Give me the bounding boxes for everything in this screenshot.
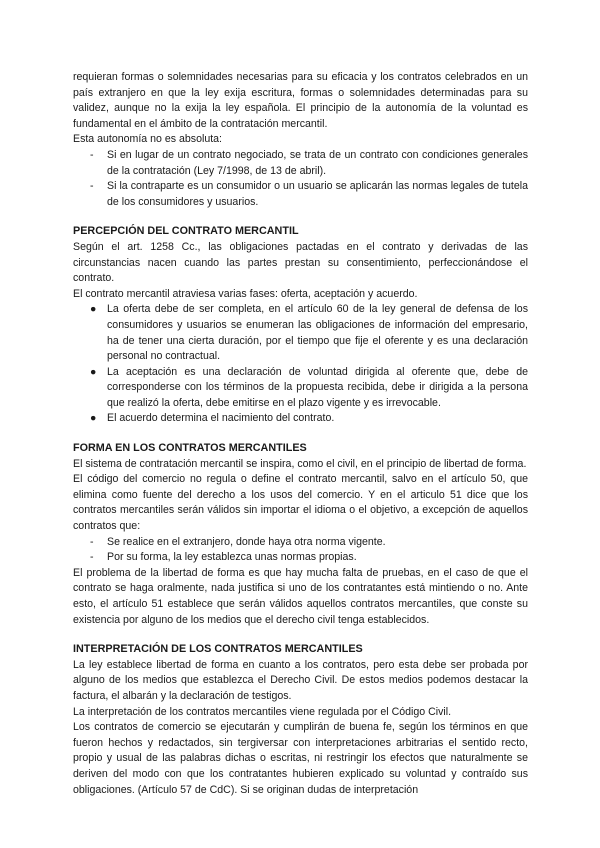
paragraph: La interpretación de los contratos mercantiles viene regulada por el Código Civil. (73, 705, 452, 718)
list-item (73, 365, 528, 412)
list-item (73, 411, 528, 427)
paragraph: El problema de la libertad de forma es que hay mucha falta de pruebas, en el caso de que el contrato se haga oralmente, nada justifica si uno de los contratantes está mintiendo o no. Ante esto, el artículo 51 establece que serán válidos aquellos contratos mercantiles, que conste su existencia por alguno de los medios que el derecho civil tenga establecidos. (73, 566, 528, 626)
bullet-marker: ● (90, 412, 97, 425)
list-item (73, 535, 528, 551)
list-item (73, 550, 528, 566)
dash-list (73, 535, 528, 566)
paragraph: La ley establece libertad de forma en cuanto a los contratos, pero esta debe ser probada por alguno de los medios que establezca el Derecho Civil. De estos medios podemos destacar la factura, el albarán y la declaración de testigos. (73, 658, 528, 702)
paragraph: El contrato mercantil atraviesa varias fases: oferta, aceptación y acuerdo. (73, 287, 418, 300)
dash-marker: - (90, 148, 94, 161)
paragraph: El código del comercio no regula o define el contrato mercantil, salvo en el artículo 50, que elimina como fuente del derecho a los usos del comercio. Y en el articulo 51 dice que los contratos mercantiles serán válidos sin importar el idioma o el objetivo, a excepción de aquellos contratos que: (73, 473, 528, 533)
list-item-text: Por su forma, la ley establezca unas normas propias. (107, 551, 357, 564)
list-item (73, 179, 528, 210)
section-heading: FORMA EN LOS CONTRATOS MERCANTILES (73, 442, 307, 455)
dash-marker: - (90, 551, 94, 564)
list-item-text: Si en lugar de un contrato negociado, se trata de un contrato con condiciones generales de la contratación (Ley 7/1998, de 13 de abril). (107, 148, 528, 177)
list-item (73, 148, 528, 179)
list-item-text: Se realice en el extranjero, donde haya otra norma vigente. (107, 535, 386, 548)
dash-marker: - (90, 180, 94, 193)
list-item (73, 302, 528, 364)
section-heading: INTERPRETACIÓN DE LOS CONTRATOS MERCANTILES (73, 643, 363, 656)
dash-marker: - (90, 535, 94, 548)
list-item-text: La oferta debe de ser completa, en el artículo 60 de la ley general de defensa de los consumidores y usuarios se enumeran las obligaciones de información del empresario, ha de tener una cierta duración, por el tiempo que fije el oferente y es una declaración personal no contractual. (107, 303, 528, 363)
paragraph: El sistema de contratación mercantil se inspira, como el civil, en el principio de libertad de forma. (73, 457, 527, 470)
list-item-text: El acuerdo determina el nacimiento del contrato. (107, 412, 335, 425)
paragraph: Los contratos de comercio se ejecutarán y cumplirán de buena fe, según los términos en que fueron hechos y redactados, sin tergiversar con interpretaciones arbitrarias el sentido recto, propio y usual de las palabras dichas o escritas, ni restringir los efectos que naturalmente se deriven del modo con que los contratantes hubieren explicado su voluntad y contraído sus obligaciones. (Artículo 57 de CdC). Si se originan dudas de interpretación (73, 721, 528, 796)
dash-list (73, 148, 528, 210)
paragraph: Esta autonomía no es absoluta: (73, 133, 223, 146)
section-heading: PERCEPCIÓN DEL CONTRATO MERCANTIL (73, 225, 299, 238)
list-item-text: Si la contraparte es un consumidor o un usuario se aplicarán las normas legales de tutela de los consumidores y usuarios. (107, 180, 528, 208)
bullet-list (73, 302, 528, 427)
bullet-marker: ● (90, 303, 97, 316)
list-item-text: La aceptación es una declaración de voluntad dirigida al oferente que, debe de corresponderse con los términos de la propuesta recibida, debe ir dirigida a la persona que realizó la oferta, debe emitirse en el plazo vigente y es irrevocable. (107, 365, 528, 409)
bullet-marker: ● (90, 365, 97, 378)
paragraph: Según el art. 1258 Cc., las obligaciones pactadas en el contrato y derivadas de las circunstancias nacen cuando las partes prestan su consentimiento, perfeccionándose el contrato. (73, 240, 528, 285)
paragraph: requieran formas o solemnidades necesarias para su eficacia y los contratos celebrados en un país extranjero en que la ley exija escritura, formas o solemnidades determinadas para su validez, aunque no la exija la ley española. El principio de la autonomía de la voluntad es fundamental en el ámbito de la contratación mercantil. (73, 71, 528, 130)
